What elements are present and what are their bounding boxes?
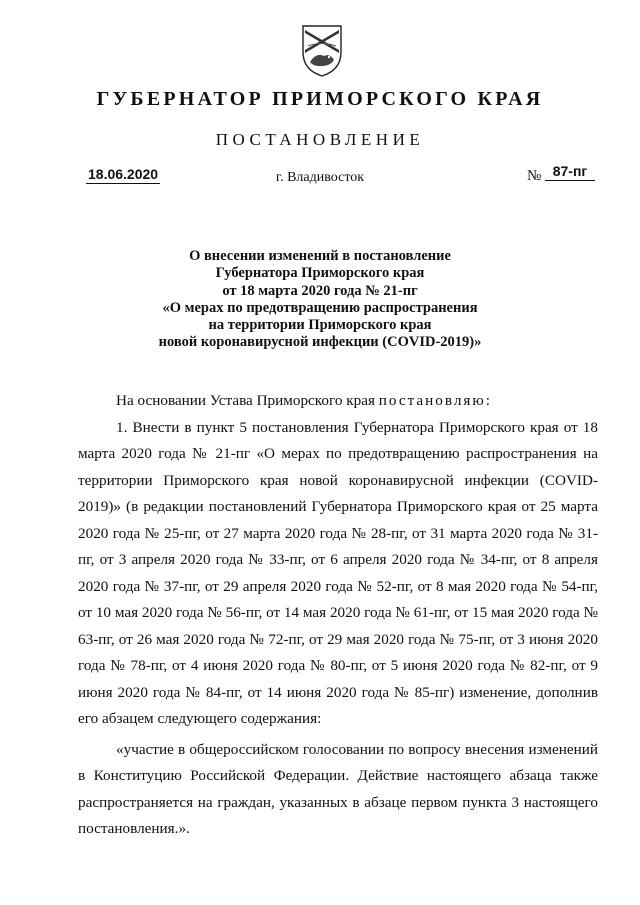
document-body xyxy=(78,388,598,843)
quoted-paragraph: «участие в общероссийском голосовании по вопросу внесения изменений в Конституцию Российской Федерации. Действие настоящего абзаца также распространяется на граждан, указанных в абзаце первом пункта 3 настоящего постановления.». xyxy=(78,740,598,837)
number-label: № xyxy=(527,168,542,184)
title-line: Губернатора Приморского края xyxy=(215,265,425,282)
title-line: О внесении изменений в постановление xyxy=(189,248,451,264)
document-title xyxy=(60,248,580,352)
intro-paragraph xyxy=(78,388,598,415)
intro-text: На основании Устава Приморского края xyxy=(116,392,375,409)
document-city: г. Владивосток xyxy=(275,170,365,185)
document-date: 18.06.2020 xyxy=(88,166,159,182)
document-number: 87-пг xyxy=(545,163,595,181)
decree-word: постановляю: xyxy=(378,392,492,409)
title-line: от 18 марта 2020 года № 21-пг xyxy=(222,282,418,299)
paragraph-1: 1. Внести в пункт 5 постановления Губернатора Приморского края от 18 марта 2020 года № 21-пг «О мерах по предотвращению распространения на территории Приморского края новой коронавирусной инфекции (COVID-2019)» (в редакции постановлений Губернатора Приморского края от 25 марта 2020 года № 25-пг, от 27 марта 2020 года № 28-пг, от 31 марта 2020 года № 31-пг, от 3 апреля 2020 года № 33-пг, от 6 апреля 2020 года № 34-пг, от 8 апреля 2020 года № 37-пг, от 29 апреля 2020 года № 52-пг, от 8 мая 2020 года № 54-пг, от 10 мая 2020 года № 56-пг, от 14 мая 2020 года № 61-пг, от 15 мая 2020 года № 63-пг, от 26 мая 2020 года № 72-пг, от 29 мая 2020 года № 75-пг, от 3 июня 2020 года № 78-пг, от 4 июня 2020 года № 80-пг, от 5 июня 2020 года № 82-пг, от 9 июня 2020 года № 84-пг, от 14 июня 2020 года № 85-пг) изменение, дополнив его абзацем следующего содержания: xyxy=(78,418,598,727)
title-line: «О мерах по предотвращению распространения xyxy=(162,299,478,316)
document-type: ПОСТАНОВЛЕНИЕ xyxy=(215,130,425,149)
coat-of-arms-icon xyxy=(300,22,344,78)
title-line: новой коронавирусной инфекции (COVID-2019)» xyxy=(158,334,482,351)
issuing-authority: ГУБЕРНАТОР ПРИМОРСКОГО КРАЯ xyxy=(96,88,544,110)
title-line: на территории Приморского края xyxy=(208,317,432,334)
